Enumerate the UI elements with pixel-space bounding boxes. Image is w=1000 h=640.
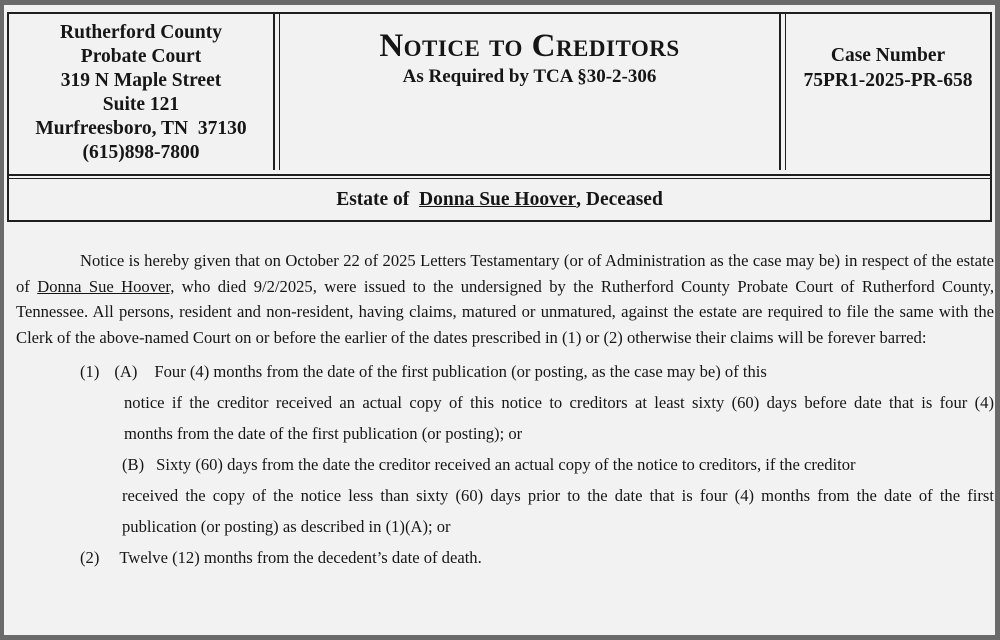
list-item-1b-line3: publication (or posting) as described in (1)(A); or	[122, 517, 451, 537]
list-item-1a-line1	[16, 356, 994, 387]
paragraph-text: Notice is hereby given that on October 22 of 2025 Letters Testamentary (or of Administration as the case may be) in respect of the estate of	[16, 251, 994, 296]
list-item-1b-line1	[16, 449, 994, 480]
estate-suffix: , Deceased	[576, 188, 663, 210]
court-line: Murfreesboro, TN 37130	[35, 118, 247, 139]
deadline-list	[16, 356, 994, 573]
list-number: (1)	[80, 362, 100, 382]
case-number-label: Case Number	[830, 45, 946, 66]
estate-line	[9, 178, 990, 220]
notice-body	[16, 248, 994, 573]
list-text: Four (4) months from the date of the first publication (or posting, as the case may be) of this	[154, 362, 767, 382]
list-item-1b-line2: received the copy of the notice less than sixty (60) days prior to the date that is four (4) months from the date of the first	[122, 486, 994, 506]
notice-title: Notice to Creditors	[379, 28, 680, 64]
title-block	[279, 14, 781, 170]
notice-subtitle: As Required by TCA §30-2-306	[402, 66, 657, 87]
list-item-2	[16, 542, 994, 573]
list-sublabel: (A)	[114, 362, 138, 382]
list-item-1a-line3: months from the date of the first publication (or posting); or	[124, 424, 523, 444]
estate-decedent-name: Donna Sue Hoover	[419, 188, 577, 210]
paragraph-text: who died 9/2/2025, were issued to the undersigned by the Rutherford County Probate Court of Rutherford County, Tennessee. All persons, resident and non-resident, having claims, matured or unmatured, against the estate are required to file the same with the Clerk of the above-named Court on or before the earlier of the dates prescribed in (1) or (2) otherwise their claims will be forever barred:	[16, 276, 994, 347]
estate-prefix: Estate of	[336, 188, 410, 210]
court-address-block	[9, 14, 275, 170]
notice-paragraph	[16, 248, 994, 350]
case-number-value: 75PR1-2025-PR-658	[803, 70, 973, 91]
case-number-block	[785, 14, 990, 170]
list-text: Twelve (12) months from the decedent’s date of death.	[119, 548, 482, 568]
court-line: Rutherford County	[60, 22, 222, 43]
header-box	[7, 12, 992, 222]
list-number: (2)	[80, 548, 100, 568]
list-item-1a-line2: notice if the creditor received an actual copy of this notice to creditors at least sixty (60) days before date that is four (4)	[124, 393, 994, 413]
decedent-name-inline: Donna Sue Hoover,	[37, 276, 175, 296]
court-line: (615)898-7800	[82, 142, 200, 163]
court-line: Suite 121	[102, 94, 180, 115]
list-text: Sixty (60) days from the date the creditor received an actual copy of the notice to creditors, if the creditor	[156, 455, 856, 475]
court-line: Probate Court	[80, 46, 202, 67]
court-line: 319 N Maple Street	[60, 70, 222, 91]
notice-document	[4, 5, 995, 635]
list-sublabel: (B)	[122, 455, 145, 475]
